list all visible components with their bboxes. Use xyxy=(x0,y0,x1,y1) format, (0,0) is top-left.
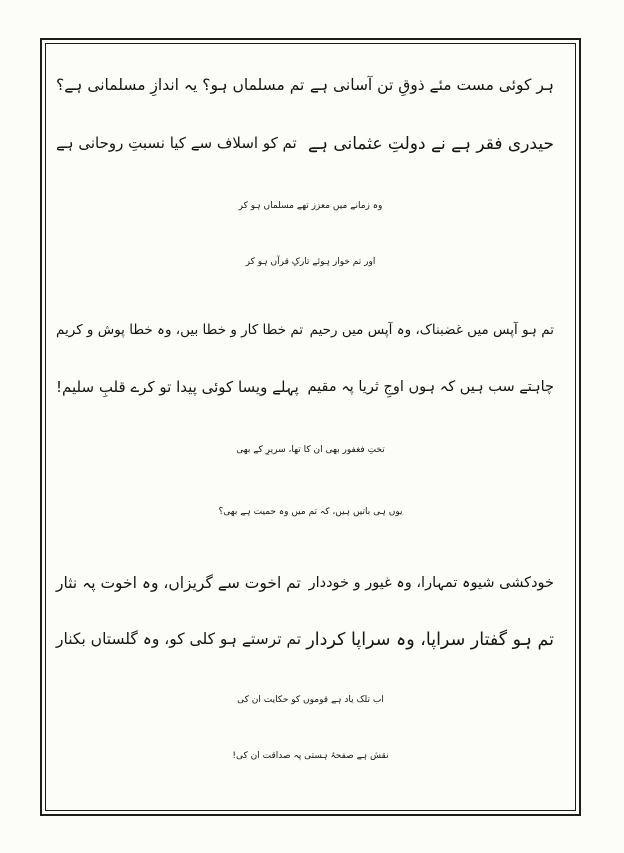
verse-6-second-hemistich: تم ترستے ہو کلی کو، وہ گلستاں بکنار xyxy=(56,630,302,648)
verse-5-first-hemistich: خودکشی شیوہ تمہارا، وہ غیور و خوددار xyxy=(308,575,554,591)
refrain-3-line-1: اب تلک یاد ہے قوموں کو حکایت ان کی xyxy=(237,695,384,705)
verse-2-second-hemistich: تم کو اسلاف سے کیا نسبتِ روحانی ہے xyxy=(56,134,297,152)
refrain-3-line-2: نقش ہے صفحۂ ہستی پہ صداقت ان کی! xyxy=(232,751,389,761)
refrain-2-line-1: تختِ فغفور بھی ان کا تھا، سریرِ کے بھی xyxy=(236,445,385,455)
verse-6-first-hemistich: تم ہو گفتار سراپا، وہ سراپا کردار xyxy=(306,630,554,650)
verse-4-first-hemistich: چاہتے سب ہیں کہ ہوں اوجِ ثریا پہ مقیم xyxy=(307,379,554,395)
verse-2-first-hemistich: حیدری فقر ہے نے دولتِ عثمانی ہے xyxy=(308,134,554,154)
verse-3-first-hemistich: تم ہو آپس میں غضبناک، وہ آپس میں رحیم xyxy=(309,322,554,338)
verse-1-first-hemistich: ہر کوئی مست مئے ذوقِ تن آسانی ہے xyxy=(309,76,554,94)
verse-1-second-hemistich: تم مسلماں ہو؟ یہ اندازِ مسلمانی ہے؟ xyxy=(56,76,305,94)
refrain-1-line-1: وہ زمانے میں معزز تھے مسلماں ہو کر xyxy=(238,201,383,211)
verse-5-second-hemistich: تم اخوت سے گریزاں، وہ اخوت پہ نثار xyxy=(56,574,301,592)
refrain-2-line-2: یوں ہی باتیں ہیں، کہ تم میں وہ حمیت ہے بھی؟ xyxy=(218,507,403,517)
refrain-1-line-2: اور تم خوار ہوئے تارکِ قرآں ہو کر xyxy=(245,257,376,267)
verse-4-second-hemistich: پہلے ویسا کوئی پیدا تو کرے قلبِ سلیم! xyxy=(56,378,299,396)
verse-3-second-hemistich: تم خطا کار و خطا بیں، وہ خطا پوش و کریم xyxy=(56,322,304,338)
